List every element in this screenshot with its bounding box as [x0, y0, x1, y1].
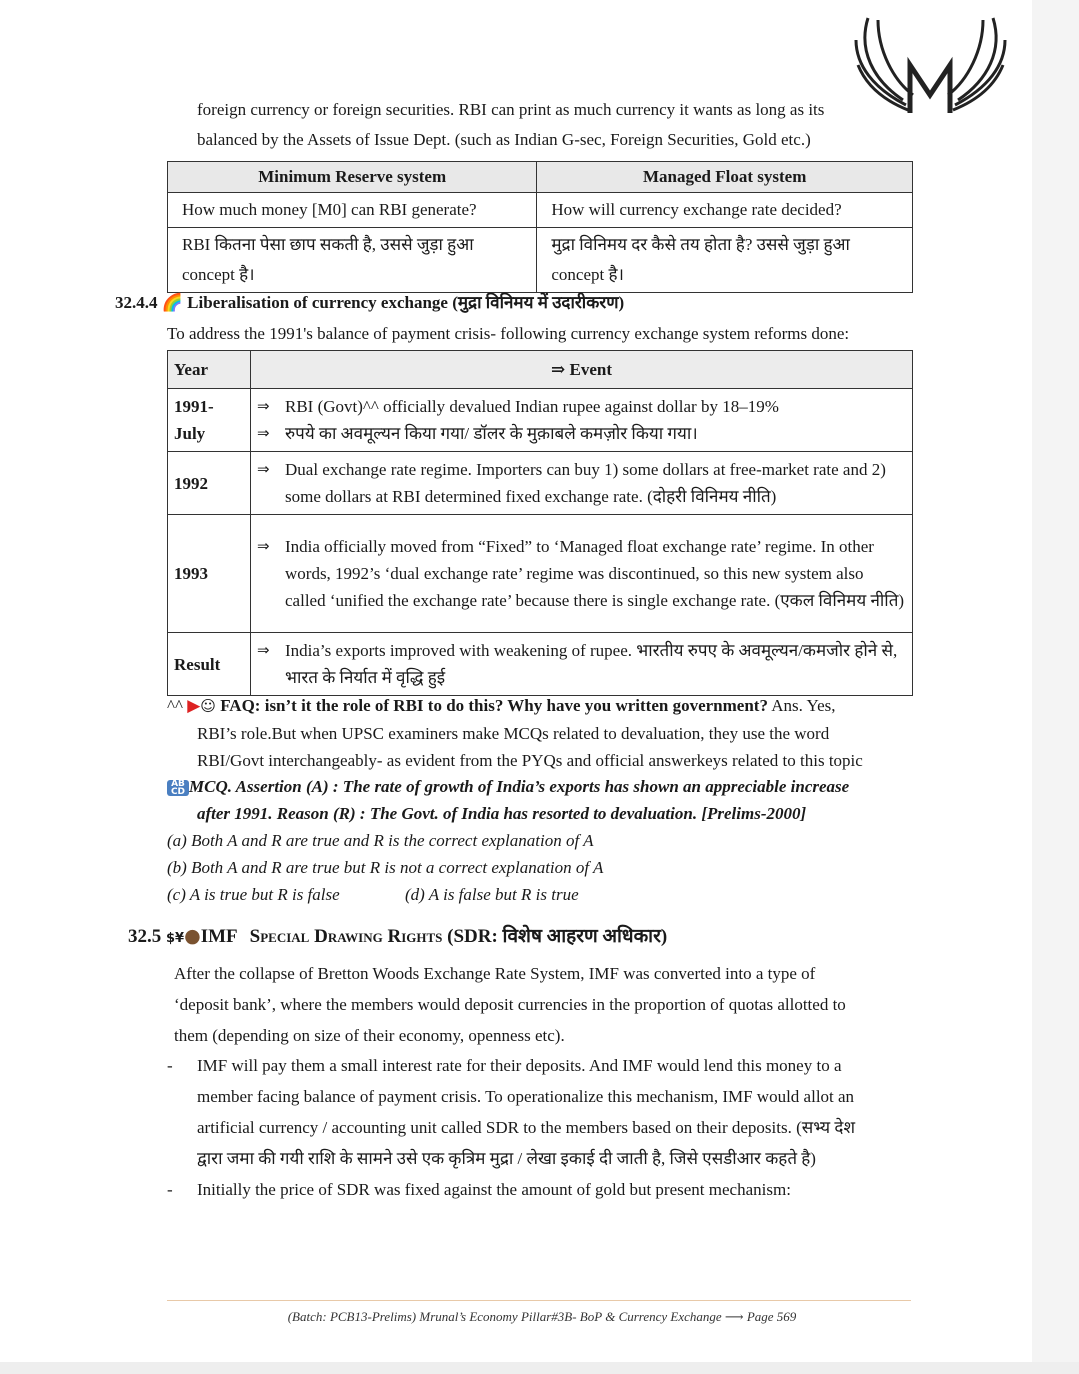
reforms-table: [167, 350, 913, 696]
event-text: RBI (Govt)^^ officially devalued Indian rupee against dollar by 18–19%: [285, 397, 779, 416]
faq-block: [167, 692, 917, 774]
table-header: Minimum Reserve system: [168, 162, 537, 193]
bullet-line: member facing balance of payment crisis. To operationalize this mechanism, IMF would allot an: [197, 1087, 855, 1106]
sdr-bullet-2: [167, 1174, 917, 1205]
year-cell: 1993: [168, 515, 251, 633]
section-number: 32.4.4: [115, 293, 158, 312]
footer-rule: [167, 1300, 911, 1301]
table-header-year: Year: [168, 351, 251, 389]
abcd-icon: AB CD: [167, 780, 189, 796]
section-heading-3244: [115, 288, 624, 318]
event-cell: ⇒ India’s exports improved with weakening of rupee. भारतीय रुपए के अवमूल्यन/कमजोर होने से, भारत के निर्यात में वृद्धि हुई: [251, 633, 913, 696]
event-text: रुपये का अवमूल्यन किया गया/ डॉलर के मुक़ाबले कमज़ोर किया गया।: [285, 424, 698, 443]
mcq-question-line-2: after 1991. Reason (R) : The Govt. of India has resorted to devaluation. [Prelims-2000]: [197, 804, 807, 823]
section-title-imf: IMF: [200, 926, 237, 947]
intro-line-1: foreign currency or foreign securities. RBI can print as much currency it wants as long as its: [197, 100, 825, 119]
money-icon: $¥: [166, 931, 185, 946]
table-cell: How will currency exchange rate decided?: [537, 193, 913, 228]
faq-prefix: ^^: [167, 696, 183, 715]
event-cell: ⇒ Dual exchange rate regime. Importers can buy 1) some dollars at free-market rate and 2) some dollars at RBI determined fixed exchange rate. (दोहरी विनिमय नीति): [251, 452, 913, 515]
page-margin-right: [1032, 0, 1079, 1374]
event-text: India’s exports improved with weakening of rupee. भारतीय रुपए के अवमूल्यन/कमजोर होने से, भारत के निर्यात में वृद्धि हुई: [285, 641, 898, 687]
bullet-line: Initially the price of SDR was fixed against the amount of gold but present mechanism:: [197, 1180, 791, 1199]
sdr-para-line: them (depending on size of their economy, openness etc).: [174, 1026, 565, 1045]
table-cell: मुद्रा विनिमय दर कैसे तय होता है? उससे जुड़ा हुआ concept है।: [537, 228, 913, 293]
sdr-para-line: After the collapse of Bretton Woods Exchange Rate System, IMF was converted into a type of: [174, 964, 816, 983]
rainbow-icon: 🌈: [161, 293, 183, 313]
old-man-icon: ●: [184, 925, 201, 947]
faq-question: FAQ: isn’t it the role of RBI to do this? Why have you written government?: [220, 696, 768, 715]
mcq-option-d: (d) A is false but R is true: [405, 885, 579, 904]
section-title: Liberalisation of currency exchange (मुद्रा विनिमय में उदारीकरण): [187, 293, 625, 312]
event-text: Dual exchange rate regime. Importers can buy 1) some dollars at free-market rate and 2) some dollars at RBI determined fixed exchange rate. (दोहरी विनिमय नीति): [285, 460, 886, 506]
bullet-line: IMF will pay them a small interest rate for their deposits. And IMF would lend this money to a: [197, 1056, 842, 1075]
section-heading-325: [128, 921, 667, 954]
faq-answer-start: Ans. Yes,: [767, 696, 836, 715]
section-number: 32.5: [128, 926, 162, 947]
bullet-dash: -: [167, 1180, 173, 1199]
sdr-para-line: ‘deposit bank’, where the members would deposit currencies in the proportion of quotas allotted to: [174, 995, 846, 1014]
event-cell: ⇒ RBI (Govt)^^ officially devalued Indian rupee against dollar by 18–19% ⇒ रुपये का अवमूल्यन किया गया/ डॉलर के मुक़ाबले कमज़ोर किया गया।: [251, 389, 913, 452]
section-title-paren: (SDR: विशेष आहरण अधिकार): [447, 926, 668, 947]
baby-face-icon: ☺: [200, 697, 216, 715]
flag-icon: ▶: [187, 696, 201, 716]
intro-line-2: balanced by the Assets of Issue Dept. (such as Indian G-sec, Foreign Securities, Gold etc.): [197, 130, 811, 149]
reserve-vs-float-table: [167, 161, 913, 293]
page-footer: (Batch: PCB13-Prelims) Mrunal’s Economy Pillar#3B- BoP & Currency Exchange ⟶ Page 569: [287, 1309, 797, 1324]
table-header: Managed Float system: [537, 162, 913, 193]
page-bottom-edge: [0, 1362, 1079, 1374]
sdr-paragraph: [174, 958, 846, 1051]
mcq-option-b: (b) Both A and R are true but R is not a correct explanation of A: [167, 858, 604, 877]
mcq-option-c: (c) A is true but R is false: [167, 885, 340, 904]
event-cell: ⇒ India officially moved from “Fixed” to ‘Managed float exchange rate’ regime. In other words, 1992’s ‘dual exchange rate’ regime was discontinued, so this new system also called ‘unified the exchange rate’ because there is single exchange rate. (एकल विनिमय नीति): [251, 515, 913, 633]
mcq-question-line-1: MCQ. Assertion (A) : The rate of growth of India’s exports has shown an appreciable increase: [189, 777, 850, 796]
year-cell: 1992: [168, 452, 251, 515]
table-cell: How much money [M0] can RBI generate?: [168, 193, 537, 228]
year-cell: Result: [168, 633, 251, 696]
faq-line-3: RBI/Govt interchangeably- as evident from the PYQs and official answerkeys related to this topic: [197, 751, 863, 770]
section-title-sdr: Special Drawing Rights: [249, 926, 443, 947]
bullet-line: द्वारा जमा की गयी राशि के सामने उसे एक कृत्रिम मुद्रा / लेखा इकाई दी जाती है, जिसे एसडीआर कहते है): [197, 1149, 816, 1168]
table-cell: RBI कितना पेसा छाप सकती है, उससे जुड़ा हुआ concept है।: [168, 228, 537, 293]
bullet-dash: -: [167, 1056, 173, 1075]
faq-line-2: RBI’s role.But when UPSC examiners make MCQs related to devaluation, they use the word: [197, 724, 830, 743]
mcq-block: [167, 773, 927, 908]
sdr-bullet-1: [167, 1050, 917, 1174]
mcq-option-a: (a) Both A and R are true and R is the correct explanation of A: [167, 831, 594, 850]
event-text: India officially moved from “Fixed” to ‘Managed float exchange rate’ regime. In other words, 1992’s ‘dual exchange rate’ regime was discontinued, so this new system also called ‘unified the exchange rate’ because there is single exchange rate. (एकल विनिमय नीति): [285, 537, 905, 610]
bullet-line: artificial currency / accounting unit called SDR to the members based on their deposits. (सभ्य देश: [197, 1118, 855, 1137]
section-intro: To address the 1991's balance of payment crisis- following currency exchange system reforms done:: [167, 324, 850, 343]
year-cell: 1991-July: [168, 389, 251, 452]
table-header-event: ⇒ Event: [251, 351, 913, 389]
logo-wings-m: [848, 10, 1013, 122]
